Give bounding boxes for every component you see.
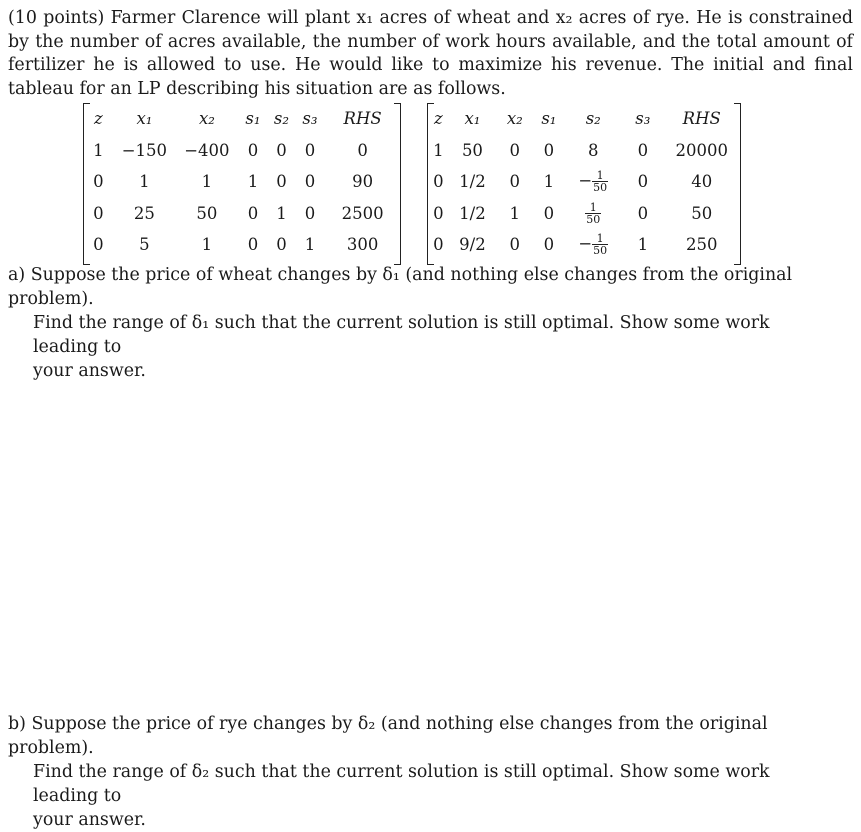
tableau-cell: 0 [304,140,316,160]
tableau-cell: 0 [247,235,259,255]
header-cell: x₁ [136,109,153,129]
problem-intro-line-3: fertilizer he is allowed to use. He would like to maximize his revenue. The initial and final tableau [8,55,853,99]
problem-intro-line-2: by the number of acres available, the number of work hours available, and the total amount of [8,31,853,52]
tableau-cell: 0 [247,140,259,160]
tableau-cell: 90 [352,172,374,192]
part-b-label: b) [8,714,26,734]
tableau-header-row [83,103,401,135]
tableau-cell: 0 [637,140,649,160]
fraction-numerator: 1 [592,170,608,182]
initial-tableau-matrix [83,103,401,261]
tableau-cell: 20000 [675,140,728,160]
final-tableau-matrix [427,103,741,261]
initial-tableau [83,103,401,263]
tableau-cell: 0 [637,203,649,223]
part-b-line-1: Suppose the price of rye changes by δ₂ (and nothing else changes from the original problem). [8,714,768,758]
header-cell: s₃ [635,109,651,129]
tableau-cell: 1/2 [459,172,486,192]
tableau-cell: 0 [276,140,287,160]
tableau-cell [563,198,623,230]
tableau-cell: 0 [509,140,521,160]
tableau-cell: 50 [691,203,713,223]
tableau-cell: 0 [543,203,555,223]
answer-space-part-a [8,338,853,698]
tableau-cell: 1 [433,140,444,160]
tableau-cell: 0 [93,203,104,223]
tableau-cell: 0 [637,172,649,192]
tableau-row [83,198,401,230]
tableau-header-row [427,103,741,135]
header-cell: s₂ [273,109,289,129]
tableau-cell: 9/2 [459,235,486,255]
fraction [592,233,608,256]
tableau-row [427,229,741,261]
header-cell: RHS [343,109,382,129]
tableau-cell: 0 [93,172,104,192]
part-a-line-1: Suppose the price of wheat changes by δ₁ (and nothing else changes from the original problem). [8,265,793,309]
tableau-cell: 1 [139,172,150,192]
part-b-line-2: Find the range of δ₂ such that the current solution is still optimal. Show some work leading to [33,762,770,806]
fraction [592,170,608,193]
tableau-cell: 0 [509,172,521,192]
tableau-row [83,229,401,261]
tableau-cell: 0 [304,203,316,223]
tableau-row [427,135,741,167]
tableau-cell: 40 [691,172,713,192]
fraction-denominator: 50 [593,181,608,195]
tableau-cell: −150 [121,140,168,160]
problem-intro-line-4: for an LP describing his situation are as follows. [79,78,506,99]
header-cell: s₂ [585,109,601,129]
tableau-row [83,135,401,167]
header-cell: z [434,109,443,129]
header-cell: x₂ [506,109,523,129]
tableau-cell: 0 [433,203,444,223]
tableau-cell: 250 [685,235,718,255]
tableau-cell: 0 [93,235,104,255]
minus-sign: − [578,234,593,254]
tableau-cell: 25 [133,203,155,223]
tableau-cell: 50 [196,203,218,223]
tableau-cell: 1 [93,140,104,160]
tableau-cell: 1 [543,172,555,192]
header-cell: s₃ [302,109,318,129]
problem-intro-line-1: (10 points) Farmer Clarence will plant x₁ acres of wheat and x₂ acres of rye. He is constrained [8,8,853,28]
header-cell: x₂ [198,109,215,129]
fraction-numerator: 1 [585,202,601,214]
tableau-cell: 1 [304,235,316,255]
tableau-cell [563,229,623,261]
tableau-cell: 0 [357,140,368,160]
header-cell: s₁ [245,109,261,129]
fraction-denominator: 50 [586,212,601,226]
problem-statement [8,7,853,101]
tableau-cell: 0 [543,235,555,255]
part-a-label: a) [8,265,26,285]
tableau-cell: 300 [346,235,379,255]
tableau-cell: 1 [201,235,213,255]
tableau-row [83,166,401,198]
header-cell: s₁ [541,109,557,129]
tableau-cell: 1 [201,172,213,192]
tableau-cell: 1 [509,203,521,223]
header-cell: x₁ [464,109,481,129]
tableau-cell: 0 [276,172,287,192]
tableau-cell: 0 [304,172,316,192]
tableau-cell: 1 [637,235,649,255]
tableau-row [427,166,741,198]
tableau-cell: 0 [276,235,287,255]
tableau-cell: 0 [543,140,555,160]
tableau-row [427,198,741,230]
tableau-cell: 0 [433,235,444,255]
tableau-cell: 0 [247,203,259,223]
final-tableau [427,103,741,263]
part-b-question [8,712,838,832]
part-b-line-3: your answer. [33,810,146,830]
tableau-cell: 8 [588,140,599,160]
tableau-cell: −400 [184,140,230,160]
minus-sign: − [578,171,593,191]
tableau-cell: 5 [139,235,150,255]
fraction-denominator: 50 [593,244,608,258]
fraction [585,202,601,225]
tableau-cell: 1/2 [459,203,486,223]
fraction-numerator: 1 [592,233,608,245]
part-a-line-2: Find the range of δ₁ such that the current solution is still optimal. Show some work leading to [33,313,770,357]
tableau-cell: 1 [276,203,287,223]
tableau-cell: 1 [247,172,259,192]
tableau-cell: 50 [461,140,483,160]
part-a-line-3: your answer. [33,361,146,381]
tableau-cell: 0 [509,235,521,255]
header-cell: RHS [682,109,721,129]
tableau-cell: 0 [433,172,444,192]
tableau-cell [563,166,623,198]
tableau-cell: 2500 [341,203,384,223]
header-cell: z [94,109,103,129]
